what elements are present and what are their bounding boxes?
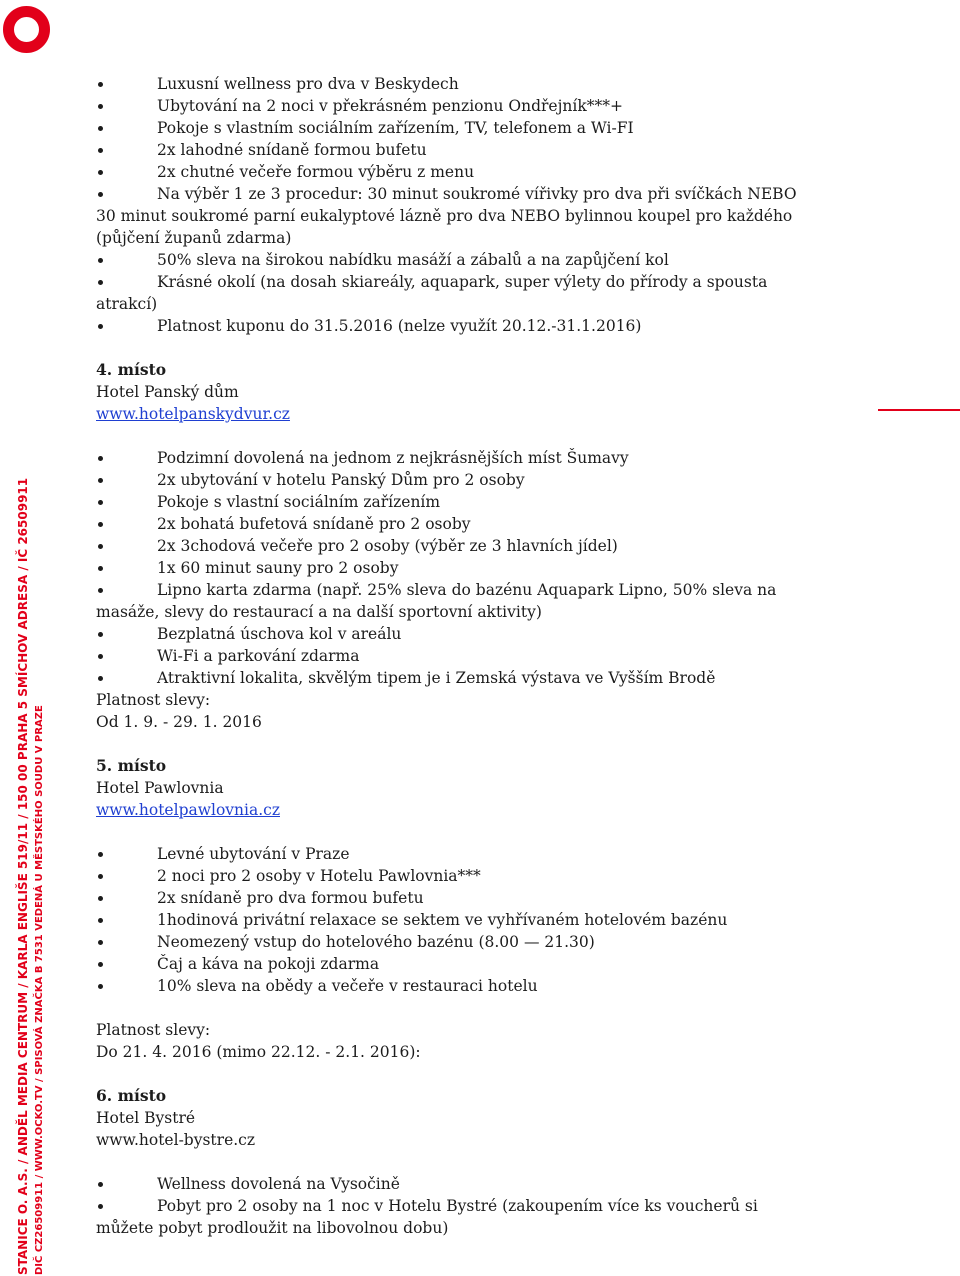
list-item: Pokoje s vlastním sociálním zařízením, TV, telefonem a Wi-FI	[96, 117, 816, 139]
list-item: Wellness dovolená na Vysočině	[96, 1173, 816, 1195]
section5-validity-label: Platnost slevy:	[96, 1021, 211, 1039]
section6-hotel-url: www.hotel-bystre.cz	[96, 1131, 256, 1149]
list-item: Podzimní dovolená na jednom z nejkrásnějších míst Šumavy	[96, 447, 816, 469]
spacer	[96, 337, 816, 359]
list-item: Pobyt pro 2 osoby na 1 noc v Hotelu Bystré (zakoupením více ks voucherů si můžete pobyt prodloužit na libovolnou dobu)	[96, 1195, 816, 1239]
list-item: Platnost kuponu do 31.5.2016 (nelze využít 20.12.-31.1.2016)	[96, 315, 816, 337]
section4-hotel-name: Hotel Panský dům	[96, 383, 239, 401]
section5-validity-value: Do 21. 4. 2016 (mimo 22.12. - 2.1. 2016):	[96, 1043, 421, 1061]
list-item: Luxusní wellness pro dva v Beskydech	[96, 73, 816, 95]
list-item: Atraktivní lokalita, skvělým tipem je i Zemská výstava ve Vyšším Brodě	[96, 667, 816, 689]
company-imprint	[16, 477, 47, 1275]
spacer	[96, 821, 816, 843]
list-item: 10% sleva na obědy a večeře v restauraci hotelu	[96, 975, 816, 997]
section5-heading: 5. místo	[96, 756, 167, 775]
list-item: Na výběr 1 ze 3 procedur: 30 minut soukromé vířivky pro dva při svíčkách NEBO 30 minut soukromé parní eukalyptové lázně pro dva NEBO bylinnou koupel pro každého (půjčení županů zdarma)	[96, 183, 816, 249]
spacer	[96, 1063, 816, 1085]
spacer	[96, 997, 816, 1019]
list-item: Ubytování na 2 noci v překrásném penzionu Ondřejník***+	[96, 95, 816, 117]
list-item: 2x ubytování v hotelu Panský Dům pro 2 osoby	[96, 469, 816, 491]
document-body	[96, 73, 816, 1239]
imprint-address: STANICE O. A.S. / ANDĚL MEDIA CENTRUM / KARLA ENGLIŠE 519/11 / 150 00 PRAHA 5 SMÍCHOV ADRESA / IČ 26509911	[16, 477, 30, 1275]
spacer	[96, 1151, 816, 1173]
list-item: Levné ubytování v Praze	[96, 843, 816, 865]
list-item: Krásné okolí (na dosah skiareály, aquapark, super výlety do přírody a spousta atrakcí)	[96, 271, 816, 315]
list-item: 1hodinová privátní relaxace se sektem ve vyhřívaném hotelovém bazénu	[96, 909, 816, 931]
list-item: Pokoje s vlastní sociálním zařízením	[96, 491, 816, 513]
list-item: 2x bohatá bufetová snídaně pro 2 osoby	[96, 513, 816, 535]
section5-hotel-name: Hotel Pawlovnia	[96, 779, 224, 797]
list-item: 50% sleva na širokou nabídku masáží a zábalů a na zapůjčení kol	[96, 249, 816, 271]
section4-list	[96, 447, 816, 689]
section6-heading: 6. místo	[96, 1086, 167, 1105]
list-item: Čaj a káva na pokoji zdarma	[96, 953, 816, 975]
list-item: 2x chutné večeře formou výběru z menu	[96, 161, 816, 183]
list-item: Lipno karta zdarma (např. 25% sleva do bazénu Aquapark Lipno, 50% sleva na masáže, slevy do restaurací a na další sportovní aktivity)	[96, 579, 816, 623]
list-item: 1x 60 minut sauny pro 2 osoby	[96, 557, 816, 579]
list-item: 2x lahodné snídaně formou bufetu	[96, 139, 816, 161]
company-logo	[3, 6, 50, 53]
section4-validity-value: Od 1. 9. - 29. 1. 2016	[96, 713, 262, 731]
imprint-registration: DIČ CZ26509911 / WWW.OCKO.TV / SPISOVÁ ZNAČKA B 7531 VEDENÁ U MĚSTSKÉHO SOUDU V PRAZE	[34, 705, 45, 1275]
list-item: 2x snídaně pro dva formou bufetu	[96, 887, 816, 909]
spacer	[96, 733, 816, 755]
list-item: 2 noci pro 2 osoby v Hotelu Pawlovnia***	[96, 865, 816, 887]
spacer	[96, 425, 816, 447]
list-item: Bezplatná úschova kol v areálu	[96, 623, 816, 645]
section6-hotel-name: Hotel Bystré	[96, 1109, 196, 1127]
list-item: Neomezený vstup do hotelového bazénu (8.00 — 21.30)	[96, 931, 816, 953]
side-accent-rule	[878, 409, 960, 411]
section4-validity-label: Platnost slevy:	[96, 691, 211, 709]
section3-list	[96, 73, 816, 337]
section5-hotel-link[interactable]: www.hotelpawlovnia.cz	[96, 801, 280, 819]
section6-list	[96, 1173, 816, 1239]
list-item: 2x 3chodová večeře pro 2 osoby (výběr ze 3 hlavních jídel)	[96, 535, 816, 557]
list-item: Wi-Fi a parkování zdarma	[96, 645, 816, 667]
section5-list	[96, 843, 816, 997]
section4-hotel-link[interactable]: www.hotelpanskydvur.cz	[96, 405, 290, 423]
section4-heading: 4. místo	[96, 360, 167, 379]
